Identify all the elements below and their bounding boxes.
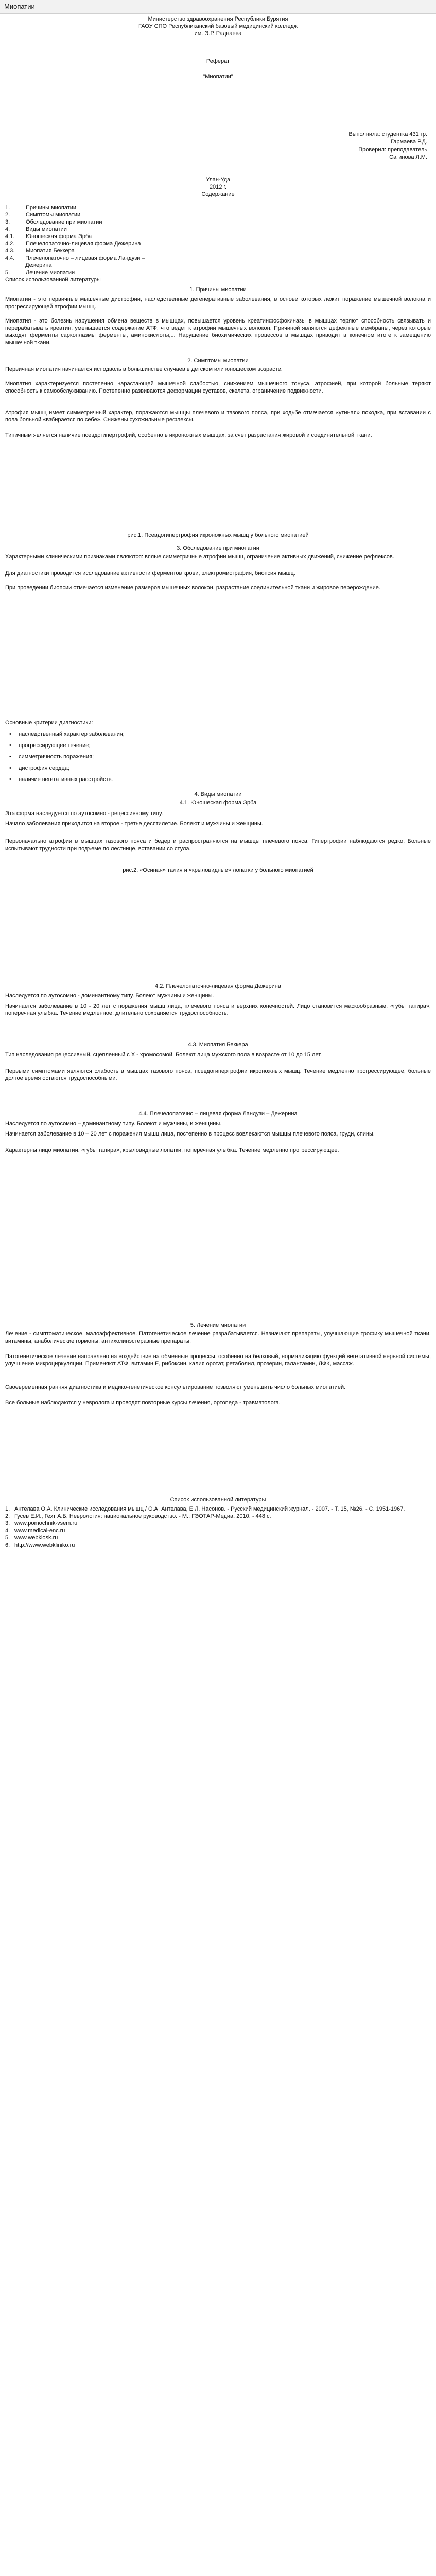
paragraph: Первыми симптомами являются слабость в мышцах тазового пояса, псевдогипертрофии икроножных мышц. Течение медленно прогрессирующее, больные долгое время остаются трудоспособными. bbox=[5, 1068, 431, 1081]
references-heading: Список использованной литературы bbox=[170, 1497, 266, 1503]
list-item: • наследственный характер заболевания; bbox=[9, 731, 125, 737]
author-line-2: Гармаева Р.Д. bbox=[390, 139, 427, 145]
subsection-heading: 4.4. Плечелопаточно – лицевая форма Ландузи – Дежерина bbox=[138, 1111, 298, 1117]
reference-item: 2. Гусев Е.И., Гехт А.Б. Неврология: национальное руководство. - М.: ГЭОТАР-Медиа, 2010. - 448 с. bbox=[5, 1513, 271, 1519]
section-heading: 3. Обследование при миопатии bbox=[177, 545, 259, 551]
author-line-1: Выполнила: студентка 431 гр. bbox=[348, 131, 427, 138]
toc-item: 4.4. Плечелопаточно – лицевая форма Ландузи – Дежерина bbox=[5, 255, 145, 268]
section-heading: 2. Симптомы миопатии bbox=[187, 358, 249, 364]
toc-item: 4. Виды миопатии bbox=[5, 226, 67, 232]
references-list bbox=[5, 1505, 427, 1549]
paragraph: Миопатии - это первичные мышечные дистрофии, наследственные дегенеративные заболевания, в основе которых лежит поражение мышечной волокна и прогрессирующей атрофии мышц. bbox=[5, 296, 431, 310]
section-heading: 5. Лечение миопатии bbox=[190, 1322, 246, 1328]
subsection-heading: 4.3. Миопатия Беккера bbox=[188, 1042, 248, 1048]
city: Улан-Удэ bbox=[206, 177, 230, 183]
paragraph: Типичным является наличие псевдогипертрофий, особенно в икроножных мышцах, за счет разрастания жировой и соединительной ткани. bbox=[5, 432, 372, 438]
paragraph: Первичная миопатия начинается исподволь в большинстве случаев в детском или юношеском возрасте. bbox=[5, 366, 283, 372]
checker-line-2: Сагинова Л.М. bbox=[389, 154, 427, 160]
college-named-line: им. Э.Р. Раднаева bbox=[194, 30, 242, 37]
checker-line-1: Проверил: преподаватель bbox=[358, 147, 427, 153]
reference-link[interactable]: 6. http://www.webkliniko.ru bbox=[5, 1542, 75, 1548]
paragraph: Миопатия - это болезнь нарушения обмена веществ в мышцах, повышается уровень креатинфосфокиназы в мышцах теряют способность связывать и перерабатывать креатин, уменьшается содержание АТФ, что ведет к атрофии мышечных волокон. Причиной являются дефектные мембраны, через которые выходят ферменты саркоплазмы ферменты, аминокислоты,... Нарушение биохимических процессов в мышцах приводит в конечном итоге к замещению мышечной ткани. bbox=[5, 318, 431, 346]
toc-item: 1. Причины миопатии bbox=[5, 205, 77, 211]
contents-heading: Содержание bbox=[201, 191, 235, 197]
table-of-contents bbox=[5, 204, 170, 283]
window-titlebar bbox=[0, 0, 436, 14]
paragraph: Первоначально атрофии в мышцах тазового пояса и бедер и распространяются на мышцы плечевого пояса. Гипертрофии наблюдаются редко. Больные испытывают трудности при подъеме по лестнице, вставании со стула. bbox=[5, 838, 431, 852]
list-item: • дистрофия сердца; bbox=[9, 765, 69, 771]
toc-item: 4.1. Юношеская форма Эрба bbox=[5, 233, 92, 240]
paragraph: Все больные наблюдаются у невролога и проводят повторные курсы лечения, ортопеда - травматолога. bbox=[5, 1400, 281, 1406]
section-heading: 1. Причины миопатии bbox=[189, 286, 247, 293]
paragraph: Характерными клиническими признаками являются: вялые симметричные атрофии мышц, ограничение активных движений, снижение рефлексов. bbox=[5, 554, 394, 560]
ministry-line: Министерство здравоохранения Республики Бурятия bbox=[148, 16, 288, 22]
paragraph: Миопатия характеризуется постепенно нарастающей мышечной слабостью, снижением мышечного тонуса, атрофией, при которой больные теряют способность к самообслуживанию. Постепенно развиваются деформации суставов, скелета, ограничение подвижности. bbox=[5, 381, 431, 394]
paragraph: Патогенетическое лечение направлено на воздействие на обменные процессы, особенно на белковый, нормализацию функций вегетативной нервной системы, улучшение микроциркуляции. Применяют АТФ, витамин Е, рибоксин, калия оротат, ретаболил, прозерин, галантамин, ЛФК, массаж. bbox=[5, 1353, 431, 1367]
document-page bbox=[0, 13, 436, 2576]
college-line: ГАОУ СПО Республиканский базовый медицинский колледж bbox=[138, 23, 298, 29]
subsection-heading: 4.2. Плечелопаточно-лицевая форма Дежерина bbox=[155, 983, 281, 989]
toc-references: Список использованной литературы bbox=[5, 277, 101, 283]
paragraph: Начало заболевания приходится на второе - третье десятилетие. Болеют и мужчины и женщины. bbox=[5, 821, 263, 827]
paragraph: Для диагностики проводится исследование активности ферментов крови, электромиография, биопсия мышц. bbox=[5, 570, 295, 577]
toc-item: 4.2. Плечелопаточно-лицевая форма Дежерина bbox=[5, 241, 141, 247]
paragraph: Наследуется по аутосомно – доминантному типу. Болеют и мужчины, и женщины. bbox=[5, 1121, 222, 1127]
figure-caption: рис.2. «Осиная» талия и «крыловидные» лопатки у больного миопатией bbox=[123, 867, 313, 873]
reference-item: 1. Антелава О.А. Клинические исследования мышц / О.А. Антелава, Е.Л. Насонов. - Русский медицинский журнал. - 2007. - Т. 15, №26. - С. 1951-1967. bbox=[5, 1506, 405, 1512]
doc-topic: "Миопатии" bbox=[203, 74, 233, 80]
toc-item: 5. Лечение миопатии bbox=[5, 269, 75, 276]
paragraph: При проведении биопсии отмечается изменение размеров мышечных волокон, разрастание соединительной ткани и жировое перерождение. bbox=[5, 585, 380, 591]
list-item: • наличие вегетативных расстройств. bbox=[9, 776, 113, 783]
paragraph: Характерны лицо миопатии, «губы тапира», крыловидные лопатки, поперечная улыбка. Течение медленно прогрессирующее. bbox=[5, 1147, 339, 1154]
toc-item: 2. Симптомы миопатии bbox=[5, 212, 81, 218]
year: 2012 г. bbox=[209, 184, 227, 190]
criteria-list bbox=[9, 731, 125, 787]
list-item: • симметричность поражения; bbox=[9, 754, 94, 760]
paragraph: Атрофия мышц имеет симметричный характер, поражаются мышцы плечевого и тазового пояса, при ходьбе отмечается «утиная» походка, при вставании с пола больной «взбирается по себе». Снижены сухожильные рефлексы. bbox=[5, 410, 431, 423]
doc-kind: Реферат bbox=[206, 58, 230, 64]
reference-link[interactable]: 5. www.webkiosk.ru bbox=[5, 1535, 58, 1541]
paragraph: Своевременная ранняя диагностика и медико-генетическое консультирование позволяют уменьшить число больных миопатией. bbox=[5, 1384, 346, 1391]
paragraph: Эта форма наследуется по аутосомно - рецессивному типу. bbox=[5, 810, 163, 817]
subsection-heading: 4.1. Юношеская форма Эрба bbox=[179, 800, 257, 806]
section-heading: 4. Виды миопатии bbox=[194, 791, 242, 798]
figure-caption: рис.1. Псевдогипертрофия икроножных мышц у больного миопатией bbox=[127, 532, 309, 538]
toc-item: 3. Обследование при миопатии bbox=[5, 219, 102, 225]
paragraph: Лечение - симптоматическое, малоэффективное. Патогенетическое лечение разрабатывается. Назначают препараты, улучшающие трофику мышечной ткани, витамины, анаболические гормоны, антихолинэстеразные препараты. bbox=[5, 1331, 431, 1344]
paragraph: Начинается заболевание в 10 - 20 лет с поражения мышц лица, плечевого пояса и верхних конечностей. Лицо становится маскообразным, «губы тапира», поперечная улыбка. Течение медленное, длительно сохраняется трудоспособность. bbox=[5, 1003, 431, 1016]
paragraph: Тип наследования рецессивный, сцепленный с Х - хромосомой. Болеют лица мужского пола в возрасте от 10 до 15 лет. bbox=[5, 1052, 322, 1058]
reference-link[interactable]: 3. www.pomochnik-vsem.ru bbox=[5, 1520, 78, 1527]
window-title: Миопатии bbox=[4, 3, 35, 10]
reference-link[interactable]: 4. www.medical-enc.ru bbox=[5, 1528, 65, 1534]
paragraph: Наследуется по аутосомно - доминантному типу. Болеют мужчины и женщины. bbox=[5, 993, 214, 999]
criteria-title: Основные критерии диагностики: bbox=[5, 720, 93, 726]
toc-item: 4.3. Миопатия Беккера bbox=[5, 248, 75, 254]
paragraph: Начинается заболевание в 10 – 20 лет с поражения мышц лица, постепенно в процесс вовлекаются мышцы плечевого пояса, груди, спины. bbox=[5, 1131, 375, 1137]
list-item: • прогрессирующее течение; bbox=[9, 742, 91, 749]
